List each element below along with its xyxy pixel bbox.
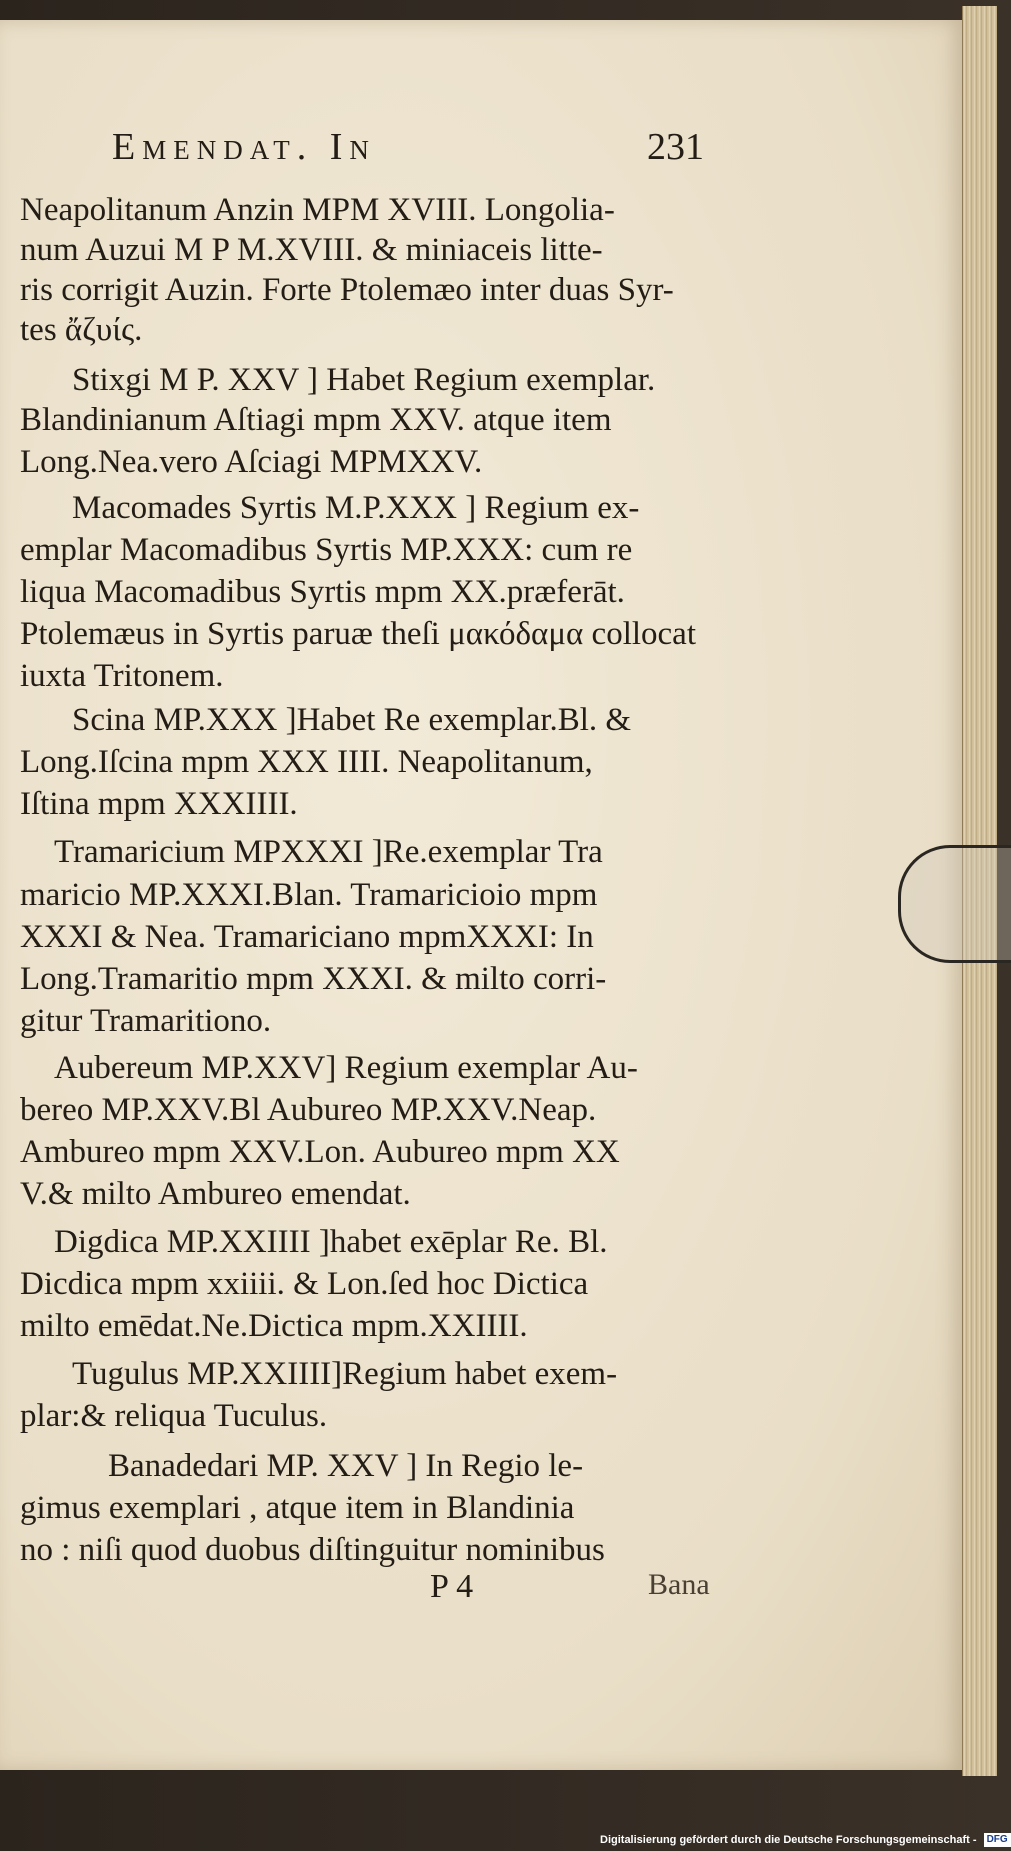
running-header [112, 125, 704, 175]
text-line: V.& milto Ambureo emendat. [20, 1176, 411, 1212]
text-line: iuxta Tritonem. [20, 658, 224, 694]
text-line: emplar Macomadibus Syrtis MP.XXX: cum re [20, 532, 633, 568]
text-line: Ptolemæus in Syrtis paruæ theſi μακόδαμα collocat [20, 616, 697, 652]
text-line: Aubereum MP.XXV] Regium exemplar Au- [54, 1050, 638, 1086]
text-line: Scina MP.XXX ]Habet Re exemplar.Bl. & [72, 702, 632, 738]
text-line: XXXI & Nea. Tramariciano mpmXXXI: In [20, 919, 594, 955]
dfg-logo-icon: DFG [984, 1833, 1011, 1847]
text-line: Banadedari MP. XXV ] In Regio le- [108, 1448, 584, 1484]
attribution-bar [600, 1830, 1008, 1851]
text-line: Ambureo mpm XXV.Lon. Aubureo mpm XX [20, 1134, 620, 1170]
catchword: Bana [648, 1568, 710, 1601]
text-line: Tramaricium MPXXXI ]Re.exemplar Tra [54, 834, 603, 870]
text-line: maricio MP.XXXI.Blan. Tramaricioio mpm [20, 877, 598, 913]
attribution-text: Digitalisierung gefördert durch die Deutsche Forschungsgemeinschaft - [600, 1834, 977, 1846]
text-line: Long.Nea.vero Aſciagi MPMXXV. [20, 444, 483, 480]
text-line: tes ἄζυίς. [20, 312, 143, 348]
text-line: liqua Macomadibus Syrtis mpm XX.præferāt. [20, 574, 625, 610]
header-title: Emendat. In [112, 126, 376, 168]
text-line: Long.Iſcina mpm XXX IIII. Neapolitanum, [20, 744, 593, 780]
text-line: Iſtina mpm XXXIIII. [20, 786, 298, 822]
text-line: ris corrigit Auzin. Forte Ptolemæo inter duas Syr- [20, 272, 674, 308]
text-line: gitur Tramaritiono. [20, 1003, 272, 1039]
text-line: Digdica MP.XXIIII ]habet exēplar Re. Bl. [54, 1224, 608, 1260]
text-line: num Auzui M P M.XVIII. & miniaceis litte- [20, 232, 603, 268]
text-line: Tugulus MP.XXIIII]Regium habet exem- [72, 1356, 618, 1392]
page-number: 231 [647, 126, 704, 168]
text-line: Long.Tramaritio mpm XXXI. & milto corri- [20, 961, 607, 997]
text-line: gimus exemplari , atque item in Blandinia [20, 1490, 575, 1526]
text-line: bereo MP.XXV.Bl Aubureo MP.XXV.Neap. [20, 1092, 597, 1128]
page-clip [898, 845, 1011, 963]
text-line: plar:& reliqua Tuculus. [20, 1398, 328, 1434]
text-line: Dicdica mpm xxiiii. & Lon.ſed hoc Dictica [20, 1266, 589, 1302]
text-line: no : niſi quod duobus diſtinguitur nominibus [20, 1532, 605, 1568]
text-line: Neapolitanum Anzin MPM XVIII. Longolia- [20, 192, 615, 228]
text-line: Stixgi M P. XXV ] Habet Regium exemplar. [72, 362, 656, 398]
text-line: Macomades Syrtis M.P.XXX ] Regium ex- [72, 490, 640, 526]
text-line: Blandinianum Aſtiagi mpm XXV. atque item [20, 402, 612, 438]
text-line: milto emēdat.Ne.Dictica mpm.XXIIII. [20, 1308, 528, 1344]
signature-mark: P 4 [430, 1568, 474, 1605]
